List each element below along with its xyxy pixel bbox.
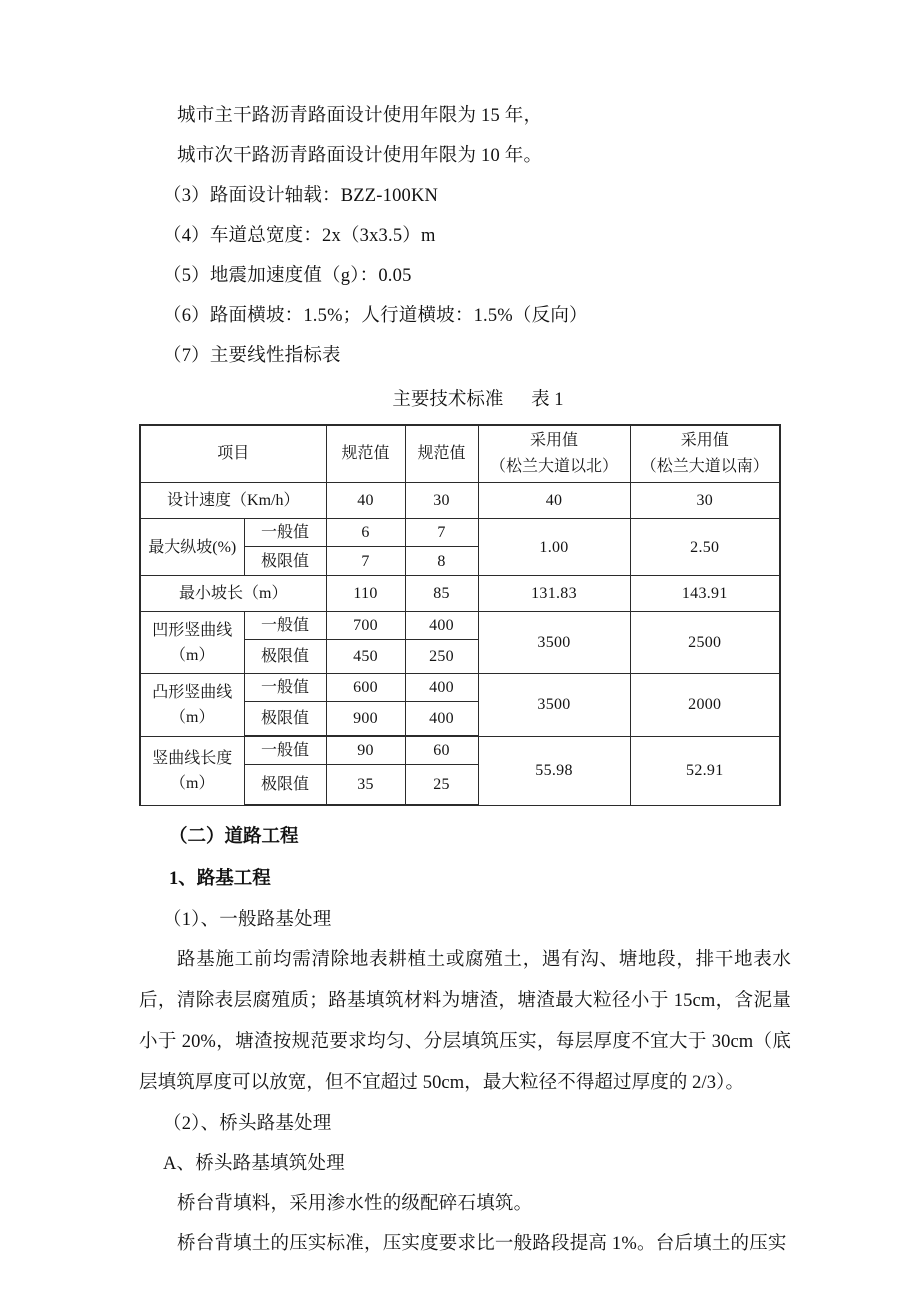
row-label-convex-curve-line1: 凸形竖曲线	[152, 683, 233, 701]
cell-vcl-north: 55.98	[478, 736, 630, 805]
intro-line-1: 城市主干路沥青路面设计使用年限为 15 年，	[177, 106, 543, 126]
intro-line-4: （4）车道总宽度：2x（3x3.5）m	[163, 226, 436, 246]
sublabel-concave-limit: 极限值	[244, 640, 326, 674]
header-item: 项目	[140, 425, 326, 483]
cell-vcl-limit-spec1: 35	[326, 765, 405, 806]
table-row	[140, 612, 780, 640]
cell-concave-limit-spec1: 450	[326, 640, 405, 674]
cell-max-gradient-limit-spec1: 7	[326, 547, 405, 576]
cell-vcl-limit-spec2: 25	[405, 765, 478, 806]
cell-design-speed-north: 40	[478, 483, 630, 519]
table-row	[140, 519, 780, 547]
section-heading-road-works: （二）道路工程	[169, 827, 299, 847]
cell-min-slope-length-north: 131.83	[478, 576, 630, 612]
row-label-min-slope-length: 最小坡长（m）	[140, 576, 326, 612]
cell-concave-general-spec1: 700	[326, 612, 405, 640]
header-adopted-south-line1: 采用值	[680, 432, 729, 449]
cell-convex-limit-spec2: 400	[405, 702, 478, 737]
intro-line-6: （6）路面横坡：1.5%；人行道横坡：1.5%（反向）	[163, 306, 588, 326]
header-spec-value-2: 规范值	[405, 425, 478, 483]
cell-design-speed-south: 30	[630, 483, 780, 519]
header-adopted-north-line2: （松兰大道以北）	[490, 458, 619, 475]
row-label-convex-curve	[140, 674, 244, 737]
cell-min-slope-length-spec2: 85	[405, 576, 478, 612]
row-label-convex-curve-line2: （m）	[170, 708, 215, 726]
row-label-vertical-curve-length-line2: （m）	[170, 774, 215, 792]
row-label-vertical-curve-length-line1: 竖曲线长度	[152, 749, 233, 767]
row-label-concave-curve-line2: （m）	[170, 646, 215, 664]
body-paragraph-3: 桥台背填土的压实标准，压实度要求比一般路段提高 1%。台后填土的压实	[177, 1234, 787, 1254]
cell-max-gradient-south: 2.50	[630, 519, 780, 576]
sublabel-concave-general: 一般值	[244, 612, 326, 640]
body-paragraph-2: 桥台背填料，采用渗水性的级配碎石填筑。	[177, 1194, 533, 1214]
cell-convex-general-spec1: 600	[326, 674, 405, 702]
header-spec-value-1: 规范值	[326, 425, 405, 483]
section-heading-subgrade-works: 1、路基工程	[169, 869, 271, 889]
cell-max-gradient-general-spec1: 6	[326, 519, 405, 547]
table-row	[140, 674, 780, 702]
document-body	[139, 96, 789, 1264]
cell-min-slope-length-spec1: 110	[326, 576, 405, 612]
cell-concave-north: 3500	[478, 612, 630, 674]
table-header-row	[140, 425, 780, 483]
cell-design-speed-spec1: 40	[326, 483, 405, 519]
row-label-design-speed: 设计速度（Km/h）	[140, 483, 326, 519]
row-label-concave-curve	[140, 612, 244, 674]
spec-table-container	[139, 424, 779, 806]
intro-line-7: （7）主要线性指标表	[163, 346, 341, 366]
cell-convex-general-spec2: 400	[405, 674, 478, 702]
cell-min-slope-length-south: 143.91	[630, 576, 780, 612]
header-adopted-south-line2: （松兰大道以南）	[640, 458, 769, 475]
table-row	[140, 736, 780, 765]
table-row	[140, 576, 780, 612]
intro-line-5: （5）地震加速度值（g）：0.05	[163, 266, 412, 286]
sublabel-max-gradient-general: 一般值	[244, 519, 326, 547]
row-label-concave-curve-line1: 凹形竖曲线	[152, 621, 233, 639]
sub-heading-bridgehead-subgrade: （2）、桥头路基处理	[163, 1114, 332, 1134]
cell-vcl-general-spec1: 90	[326, 736, 405, 765]
header-adopted-north	[478, 425, 630, 483]
cell-max-gradient-limit-spec2: 8	[405, 547, 478, 576]
cell-vcl-south: 52.91	[630, 736, 780, 805]
sublabel-convex-general: 一般值	[244, 674, 326, 702]
sub-heading-bridgehead-fill: A、桥头路基填筑处理	[163, 1154, 345, 1174]
intro-line-2: 城市次干路沥青路面设计使用年限为 10 年。	[177, 146, 543, 166]
cell-max-gradient-general-spec2: 7	[405, 519, 478, 547]
cell-convex-south: 2000	[630, 674, 780, 737]
intro-line-3: （3）路面设计轴载：BZZ-100KN	[163, 186, 439, 206]
table-caption: 主要技术标准 表 1	[392, 390, 564, 410]
cell-convex-limit-spec1: 900	[326, 702, 405, 737]
cell-vcl-general-spec2: 60	[405, 736, 478, 765]
cell-design-speed-spec2: 30	[405, 483, 478, 519]
cell-convex-north: 3500	[478, 674, 630, 737]
sublabel-vcl-general: 一般值	[244, 736, 326, 765]
cell-concave-limit-spec2: 250	[405, 640, 478, 674]
sub-heading-general-subgrade: （1）、一般路基处理	[163, 910, 332, 930]
sublabel-max-gradient-limit: 极限值	[244, 547, 326, 576]
sublabel-convex-limit: 极限值	[244, 702, 326, 737]
row-label-vertical-curve-length	[140, 736, 244, 805]
sublabel-vcl-limit: 极限值	[244, 765, 326, 806]
main-technical-standards-table	[139, 424, 781, 806]
body-paragraph-1: 路基施工前均需清除地表耕植土或腐殖土，遇有沟、塘地段，排干地表水后，清除表层腐殖质；路基填筑材料为塘渣，塘渣最大粒径小于 15cm，含泥量小于 20%，塘渣按规范要求均匀、分层填筑压实，每层厚度不宜大于 30cm（底层填筑厚度可以放宽，但不宜超过 50cm，最大粒径不得超过厚度的 2/3）。	[139, 950, 791, 1093]
header-adopted-south	[630, 425, 780, 483]
table-row	[140, 483, 780, 519]
cell-concave-general-spec2: 400	[405, 612, 478, 640]
cell-max-gradient-north: 1.00	[478, 519, 630, 576]
row-label-max-gradient: 最大纵坡(%)	[140, 519, 244, 576]
cell-concave-south: 2500	[630, 612, 780, 674]
header-adopted-north-line1: 采用值	[530, 432, 579, 449]
